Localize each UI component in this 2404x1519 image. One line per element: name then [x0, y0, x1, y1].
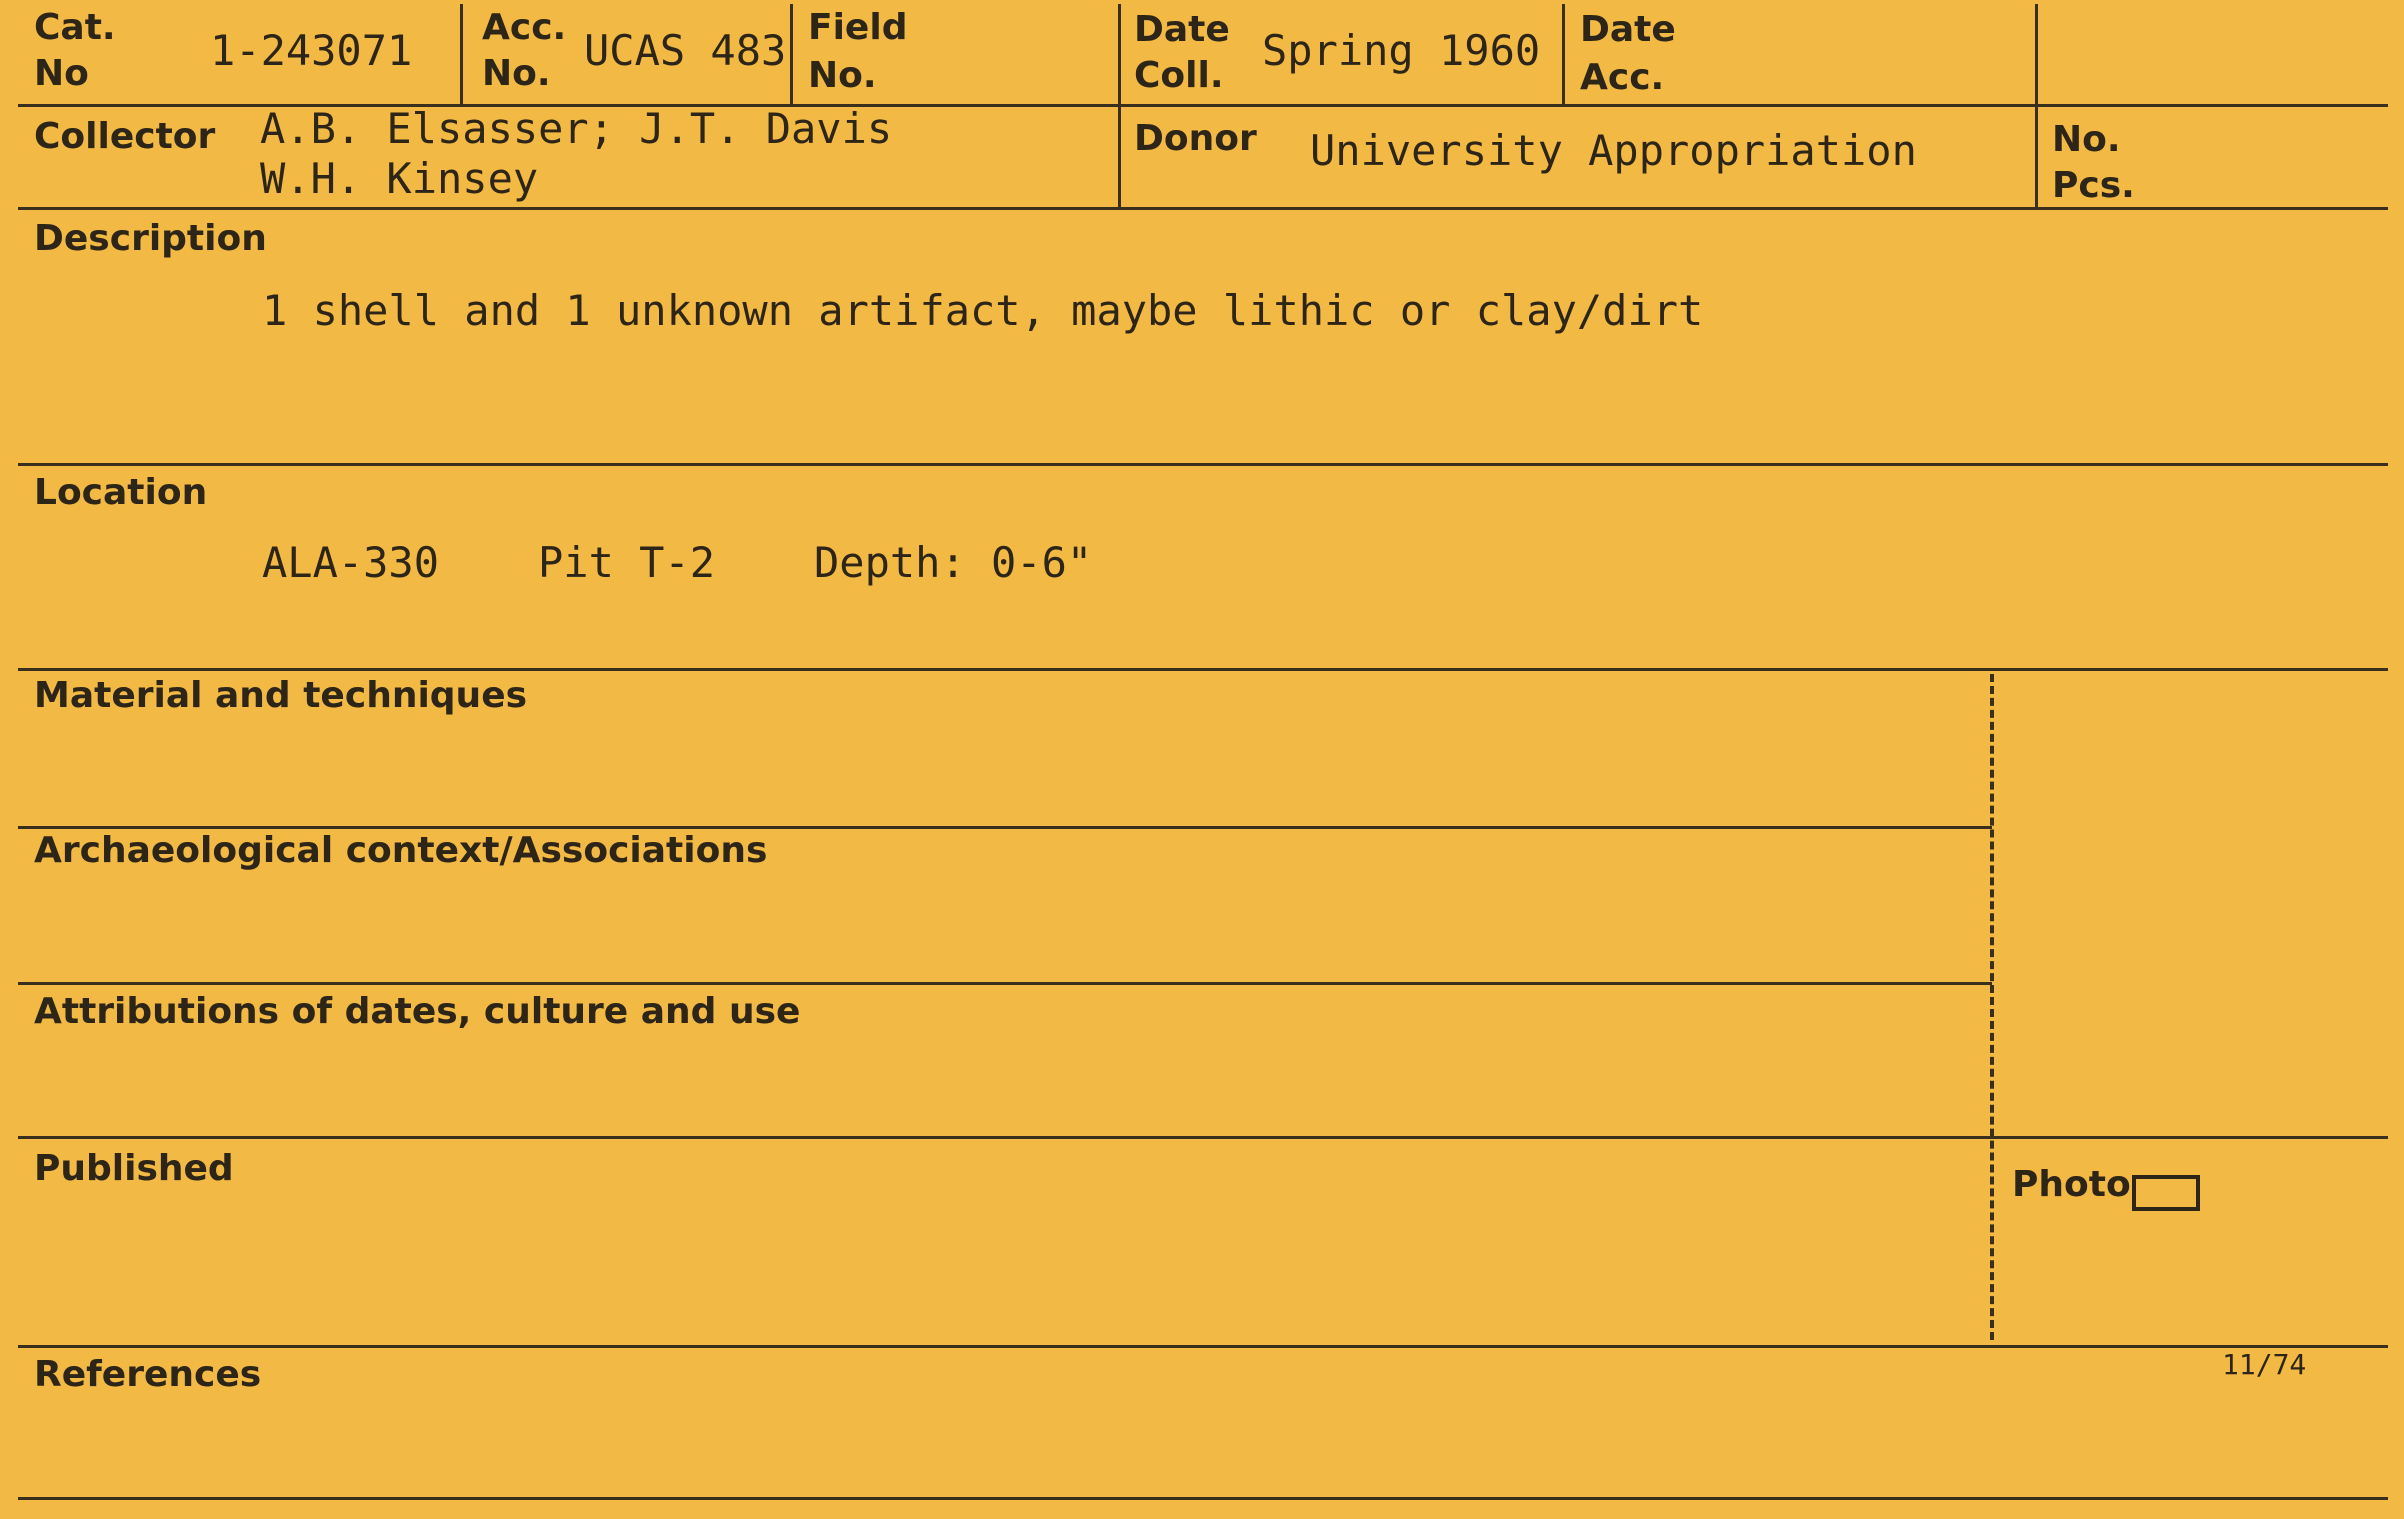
published-bottom-rule — [18, 1345, 2388, 1348]
references-label: References — [34, 1354, 262, 1395]
archaeological-label: Archaeological context/Associations — [34, 830, 768, 871]
header-divider-5 — [2035, 4, 2038, 210]
description-label: Description — [34, 218, 267, 259]
published-label: Published — [34, 1148, 234, 1189]
date-coll-label-line2: Coll. — [1134, 55, 1224, 96]
acc-no-label-line2: No. — [482, 53, 551, 94]
donor-label: Donor — [1134, 118, 1257, 159]
pieces-label-line1: No. — [2052, 119, 2121, 160]
location-bottom-rule — [18, 668, 2388, 671]
acc-no-label-line1: Acc. — [482, 7, 567, 48]
pieces-label-line2: Pcs. — [2052, 165, 2135, 206]
donor-value: University Appropriation — [1310, 126, 1917, 175]
photo-column-dashed-rule — [1990, 674, 1994, 1340]
field-no-label-line2: No. — [808, 55, 877, 96]
cat-no-value: 1-243071 — [210, 26, 413, 75]
description-bottom-rule — [18, 463, 2388, 466]
collector-label: Collector — [34, 116, 216, 157]
field-no-label-line1: Field — [808, 7, 908, 48]
location-depth: Depth: 0-6" — [814, 538, 1093, 587]
material-label: Material and techniques — [34, 675, 528, 716]
archaeological-bottom-rule — [18, 982, 1992, 985]
location-site: ALA-330 — [262, 538, 440, 587]
attributions-bottom-rule — [18, 1136, 2388, 1139]
acc-no-value: UCAS 483 — [584, 26, 787, 75]
card-bottom-rule — [18, 1497, 2388, 1500]
header-divider-3 — [1118, 4, 1121, 210]
date-acc-label-line2: Acc. — [1580, 57, 1665, 98]
header-divider-4 — [1562, 4, 1565, 104]
cat-no-label-line1: Cat. — [34, 7, 116, 48]
attributions-label: Attributions of dates, culture and use — [34, 991, 801, 1032]
description-value: 1 shell and 1 unknown artifact, maybe lithic or clay/dirt — [262, 286, 1704, 335]
date-coll-value: Spring 1960 — [1262, 26, 1541, 75]
card-print-date: 11/74 — [2222, 1348, 2307, 1381]
photo-label: Photo — [2012, 1164, 2131, 1205]
location-pit: Pit T-2 — [538, 538, 716, 587]
cat-no-label-line2: No — [34, 53, 89, 94]
header-divider-1 — [460, 4, 463, 104]
collector-line1: A.B. Elsasser; J.T. Davis — [260, 104, 893, 153]
header-divider-2 — [790, 4, 793, 104]
date-coll-label-line1: Date — [1134, 9, 1230, 50]
location-label: Location — [34, 472, 208, 513]
collector-row-bottom-rule — [18, 207, 2388, 210]
collector-line2: W.H. Kinsey — [260, 154, 539, 203]
photo-checkbox[interactable] — [2132, 1175, 2200, 1211]
date-acc-label-line1: Date — [1580, 9, 1676, 50]
